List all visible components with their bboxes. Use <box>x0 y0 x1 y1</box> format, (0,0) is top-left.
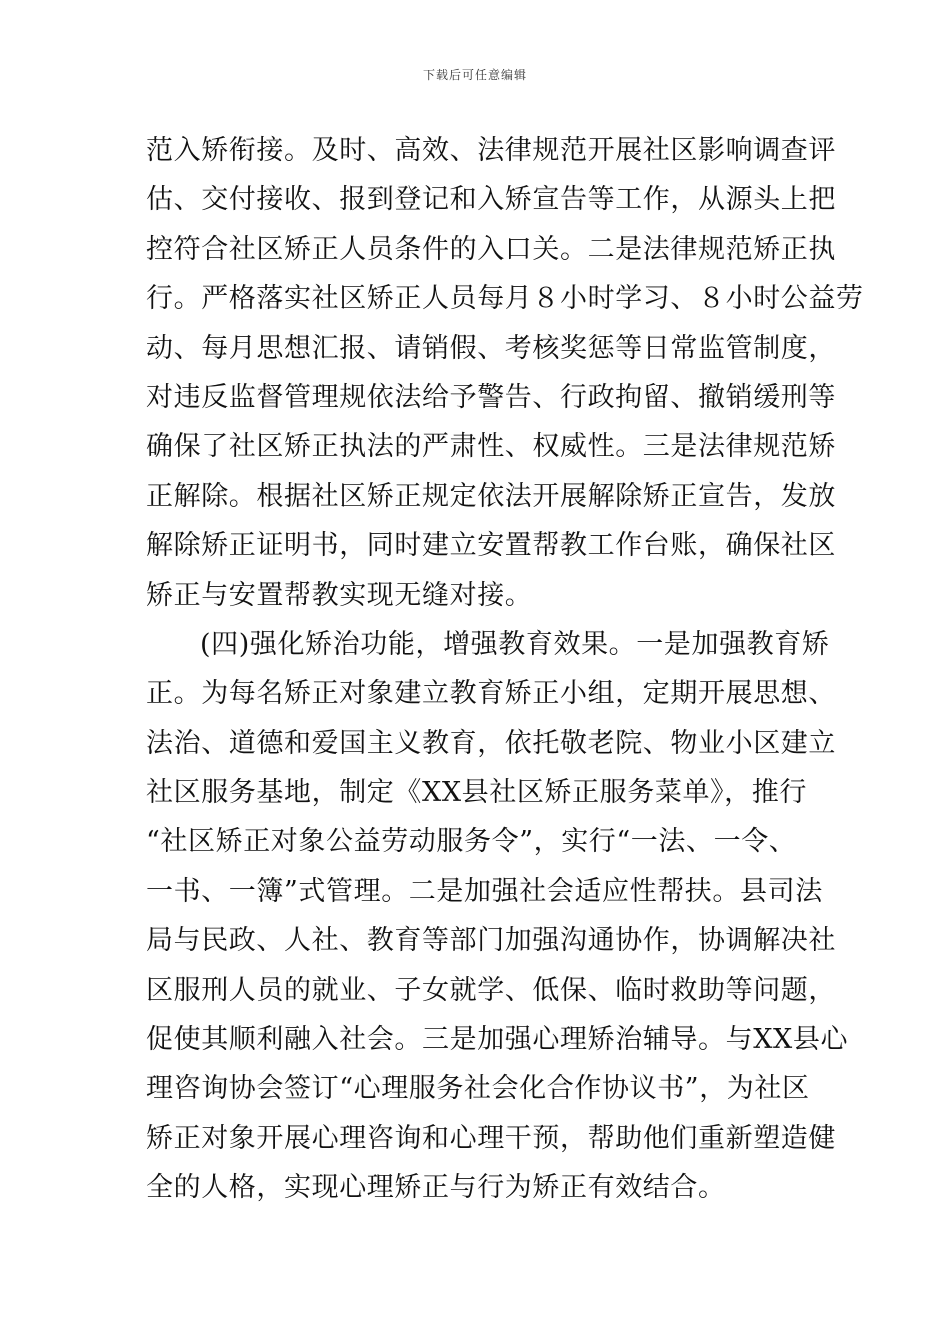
text-line: 社区服务基地，制定《XX县社区矫正服务菜单》，推行 <box>146 777 807 809</box>
text-line: 对违反监督管理规依法给予警告、行政拘留、撤销缓刑等 <box>146 381 836 413</box>
text-line: 范入矫衔接。及时、高效、法律规范开展社区影响调查评 <box>146 135 836 166</box>
text-line: 确保了社区矫正执法的严肃性、权威性。三是法律规范矫 <box>146 431 836 463</box>
text-line: “社区矫正对象公益劳动服务令”，实行“一法、一令、 <box>146 826 797 858</box>
text-line: 区服刑人员的就业、子女就学、低保、临时救助等问题， <box>146 974 836 1006</box>
text-line: 估、交付接收、报到登记和入矫宣告等工作，从源头上把 <box>146 184 836 216</box>
paragraph-start-line: (四)强化矫治功能，增强教育效果。一是加强教育矫 <box>200 628 830 660</box>
text-line: 正解除。根据社区矫正规定依法开展解除矫正宣告，发放 <box>146 480 836 512</box>
text-line: 动、每月思想汇报、请销假、考核奖惩等日常监管制度， <box>146 332 836 364</box>
text-line: 理咨询协会签订“心理服务社会化合作协议书”，为社区 <box>146 1073 810 1105</box>
page-header-note: 下载后可任意编辑 <box>422 68 527 82</box>
text-line: 矫正对象开展心理咨询和心理干预，帮助他们重新塑造健 <box>146 1122 836 1154</box>
text-line: 正。为每名矫正对象建立教育矫正小组，定期开展思想、 <box>146 678 836 710</box>
text-line: 控符合社区矫正人员条件的入口关。二是法律规范矫正执 <box>146 233 836 265</box>
text-line: 全的人格，实现心理矫正与行为矫正有效结合。 <box>146 1172 726 1204</box>
text-line: 法治、道德和爱国主义教育，依托敬老院、物业小区建立 <box>146 727 836 759</box>
text-line: 促使其顺利融入社会。三是加强心理矫治辅导。与XX县心 <box>146 1024 849 1056</box>
text-line: 行。严格落实社区矫正人员每月８小时学习、８小时公益劳 <box>146 283 864 315</box>
body-text <box>146 126 864 1213</box>
text-line: 局与民政、人社、教育等部门加强沟通协作，协调解决社 <box>146 925 836 957</box>
text-line: 解除矫正证明书，同时建立安置帮教工作台账，确保社区 <box>146 530 836 562</box>
text-line: 一书、一簿”式管理。二是加强社会适应性帮扶。县司法 <box>146 875 823 907</box>
text-line: 矫正与安置帮教实现无缝对接。 <box>146 579 533 611</box>
